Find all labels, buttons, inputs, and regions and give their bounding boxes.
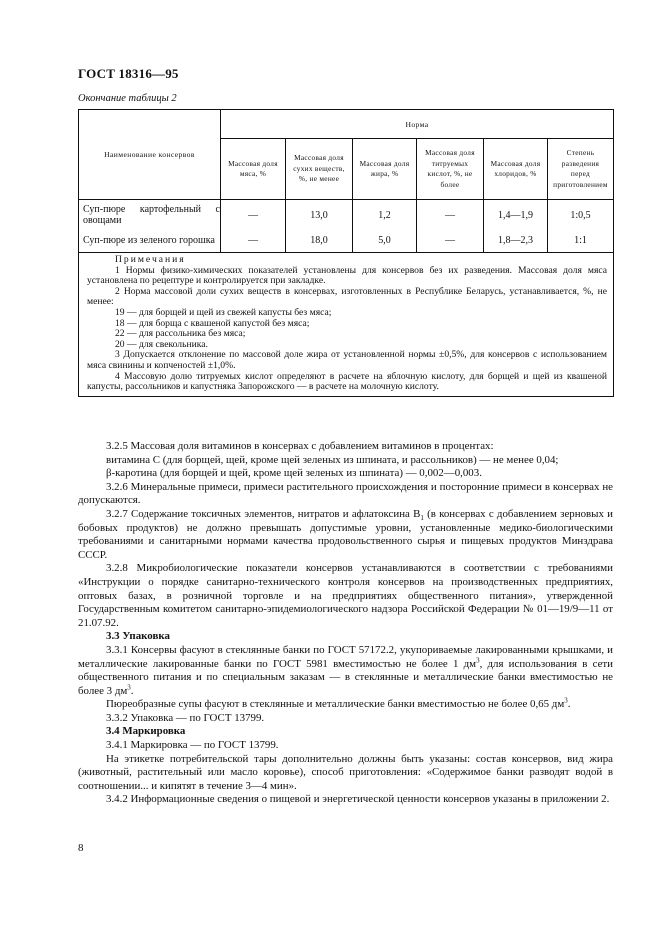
norms-table: [78, 109, 614, 397]
header-name-label: Наименование консервов: [104, 150, 195, 159]
notes-row: [79, 253, 614, 397]
superscript-3: 3: [127, 683, 131, 692]
section-3-4-heading: 3.4 Маркировка: [106, 725, 186, 738]
note-4: 4 Массовую долю титруемых кислот определяют в расчете на яблочную кислоту, для борщей и щей из квашеной капусты, рассольников и капустняка Запорожского — в расчете на молочную кислоту.: [87, 370, 607, 393]
cell-value: 18,0: [286, 226, 353, 253]
header-name-cell: [79, 110, 221, 200]
para-puree-start: Пюреобразные супы фасуют в стеклянные и металлические банки вместимостью не более 0,65 дм: [106, 698, 565, 711]
header-norma: Норма: [221, 110, 614, 139]
doc-header: ГОСТ 18316—95: [78, 66, 179, 81]
cell-value: —: [221, 226, 286, 253]
page-number: 8: [78, 842, 84, 854]
table-notes: [79, 253, 614, 397]
note-1: 1 Нормы физико-химических показателей установлены для консервов без их разведения. Массовая доля мяса установлена по рецептуре и контролируется при закладке.: [87, 264, 607, 287]
para-beta-carotene: β-каротина (для борщей и щей, кроме щей зеленых из шпината) — 0,002—0,003.: [106, 467, 482, 480]
cell-value: 5,0: [353, 226, 417, 253]
header-col-6: [548, 139, 614, 200]
cell-value: 1,8—2,3: [484, 226, 548, 253]
header-col-4-label: Массовая доля титруемых кислот, %, не более: [425, 148, 475, 189]
subscript-1: 1: [420, 514, 424, 523]
para-3-2-6: 3.2.6 Минеральные примеси, примеси растительного происхождения и посторонние примеси в консервах не допускаются.: [78, 480, 613, 507]
note-2-item: 18 — для борща с квашеной капустой без мяса;: [115, 317, 310, 329]
cell-value: 1:0,5: [548, 200, 614, 227]
section-3-3-heading: 3.3 Упаковка: [106, 630, 170, 643]
note-2-item: 22 — для рассольника без мяса;: [115, 328, 246, 340]
note-2-item: 20 — для свекольника.: [115, 338, 208, 350]
note-2-item: 19 — для борщей и щей из свежей капусты без мяса;: [115, 306, 332, 318]
para-label-info: На этикетке потребительской тары дополнительно должны быть указаны: состав консервов, вид жира (животный, растительный или масло коровье), способ приготовления: «Содержимое банки разводят водой в соотношении... и кипятят в течение 3—4 мин».: [78, 752, 613, 792]
para-3-2-7-start: 3.2.7 Содержание токсичных элементов, нитратов и афлатоксина В: [106, 507, 421, 520]
header-col-2-label: Массовая доля сухих веществ, %, не менее: [293, 153, 345, 184]
table-caption: Окончание таблицы 2: [78, 93, 177, 104]
para-vitamin-c: витамина С (для борщей, щей, кроме щей зеленых из шпината, и рассольников) — не менее 0,04;: [106, 453, 559, 466]
para-3-4-1: 3.4.1 Маркировка — по ГОСТ 13799.: [106, 739, 279, 752]
header-col-5-label: Массовая доля хлоридов, %: [490, 158, 541, 178]
header-col-3: [353, 139, 417, 200]
header-col-1: [221, 139, 286, 200]
para-3-3-1-mid: , для использования в сети общественного питания и по специальным заказам — в стеклянные и металлические банки вместимостью не более 3 дм: [78, 657, 613, 697]
body-text: [78, 440, 613, 807]
para-puree-soups: [78, 698, 613, 712]
cell-value: 1,4—1,9: [484, 200, 548, 227]
note-2: 2 Норма массовой доли сухих веществ в консервах, изготовленных в Республике Беларусь, устанавливается, %, не менее:: [87, 285, 607, 308]
superscript-3: 3: [564, 696, 568, 705]
table-row: [79, 226, 614, 253]
para-3-3-1-start: 3.3.1 Консервы фасуют в стеклянные банки по ГОСТ 57172.2, укупориваемые лакированными крышками, и металлические лакированные банки по ГОСТ 5981 вместимостью не более 1 дм: [78, 643, 613, 670]
para-3-2-7-end: (в консервах с добавлением зерновых и бобовых продуктов) не должно превышать допустимые уровни, установленные медико-биологическими требованиями и санитарными нормами качества продовольственного сырья и пищевых продуктов Минздрава СССР.: [78, 507, 613, 561]
cell-value: 13,0: [286, 200, 353, 227]
cell-value: —: [221, 200, 286, 227]
cell-value: 1:1: [548, 226, 614, 253]
para-3-3-1-end: .: [130, 684, 134, 697]
row-name: Суп-пюре картофельный с овощами: [79, 200, 221, 227]
para-3-4-2: 3.4.2 Информационные сведения о пищевой и энергетической ценности консервов указаны в приложении 2.: [106, 793, 610, 806]
note-3: 3 Допускается отклонение по массовой доле жира от установленной нормы ±0,5%, для консервов с использованием мяса свинины и копченостей ±1,0%.: [87, 349, 607, 371]
notes-title: Примечания: [115, 254, 186, 265]
cell-value: 1,2: [353, 200, 417, 227]
table-row: [79, 200, 614, 227]
para-puree-end: .: [567, 698, 571, 711]
cell-value: —: [417, 226, 484, 253]
header-col-6-label: Степень разведения перед приготовлением: [553, 148, 608, 189]
cell-value: —: [417, 200, 484, 227]
header-col-4: [417, 139, 484, 200]
superscript-3: 3: [476, 655, 480, 664]
para-3-2-7: [78, 508, 613, 562]
row-name: Суп-пюре из зеленого горошка: [79, 226, 221, 253]
para-3-2-5: 3.2.5 Массовая доля витаминов в консервах с добавлением витаминов в процентах:: [106, 440, 494, 452]
para-3-2-8: 3.2.8 Микробиологические показатели консервов устанавливаются в соответствии с требованиями «Инструкции о порядке санитарно-технического контроля консервов на производственных предприятиях, оптовых базах, в розничной торговле и на предприятиях общественного питания», утвержденной Государственным комитетом санитарно-эпидемиологического надзора Российской Федерации № 01—19/9—11 от 21.07.92.: [78, 562, 613, 629]
header-col-1-label: Массовая доля мяса, %: [228, 158, 278, 178]
header-col-2: [286, 139, 353, 200]
para-3-3-1: [78, 644, 613, 698]
header-col-3-label: Массовая доля жира, %: [359, 158, 410, 178]
para-3-3-2: 3.3.2 Упаковка — по ГОСТ 13799.: [106, 711, 265, 724]
header-col-5: [484, 139, 548, 200]
